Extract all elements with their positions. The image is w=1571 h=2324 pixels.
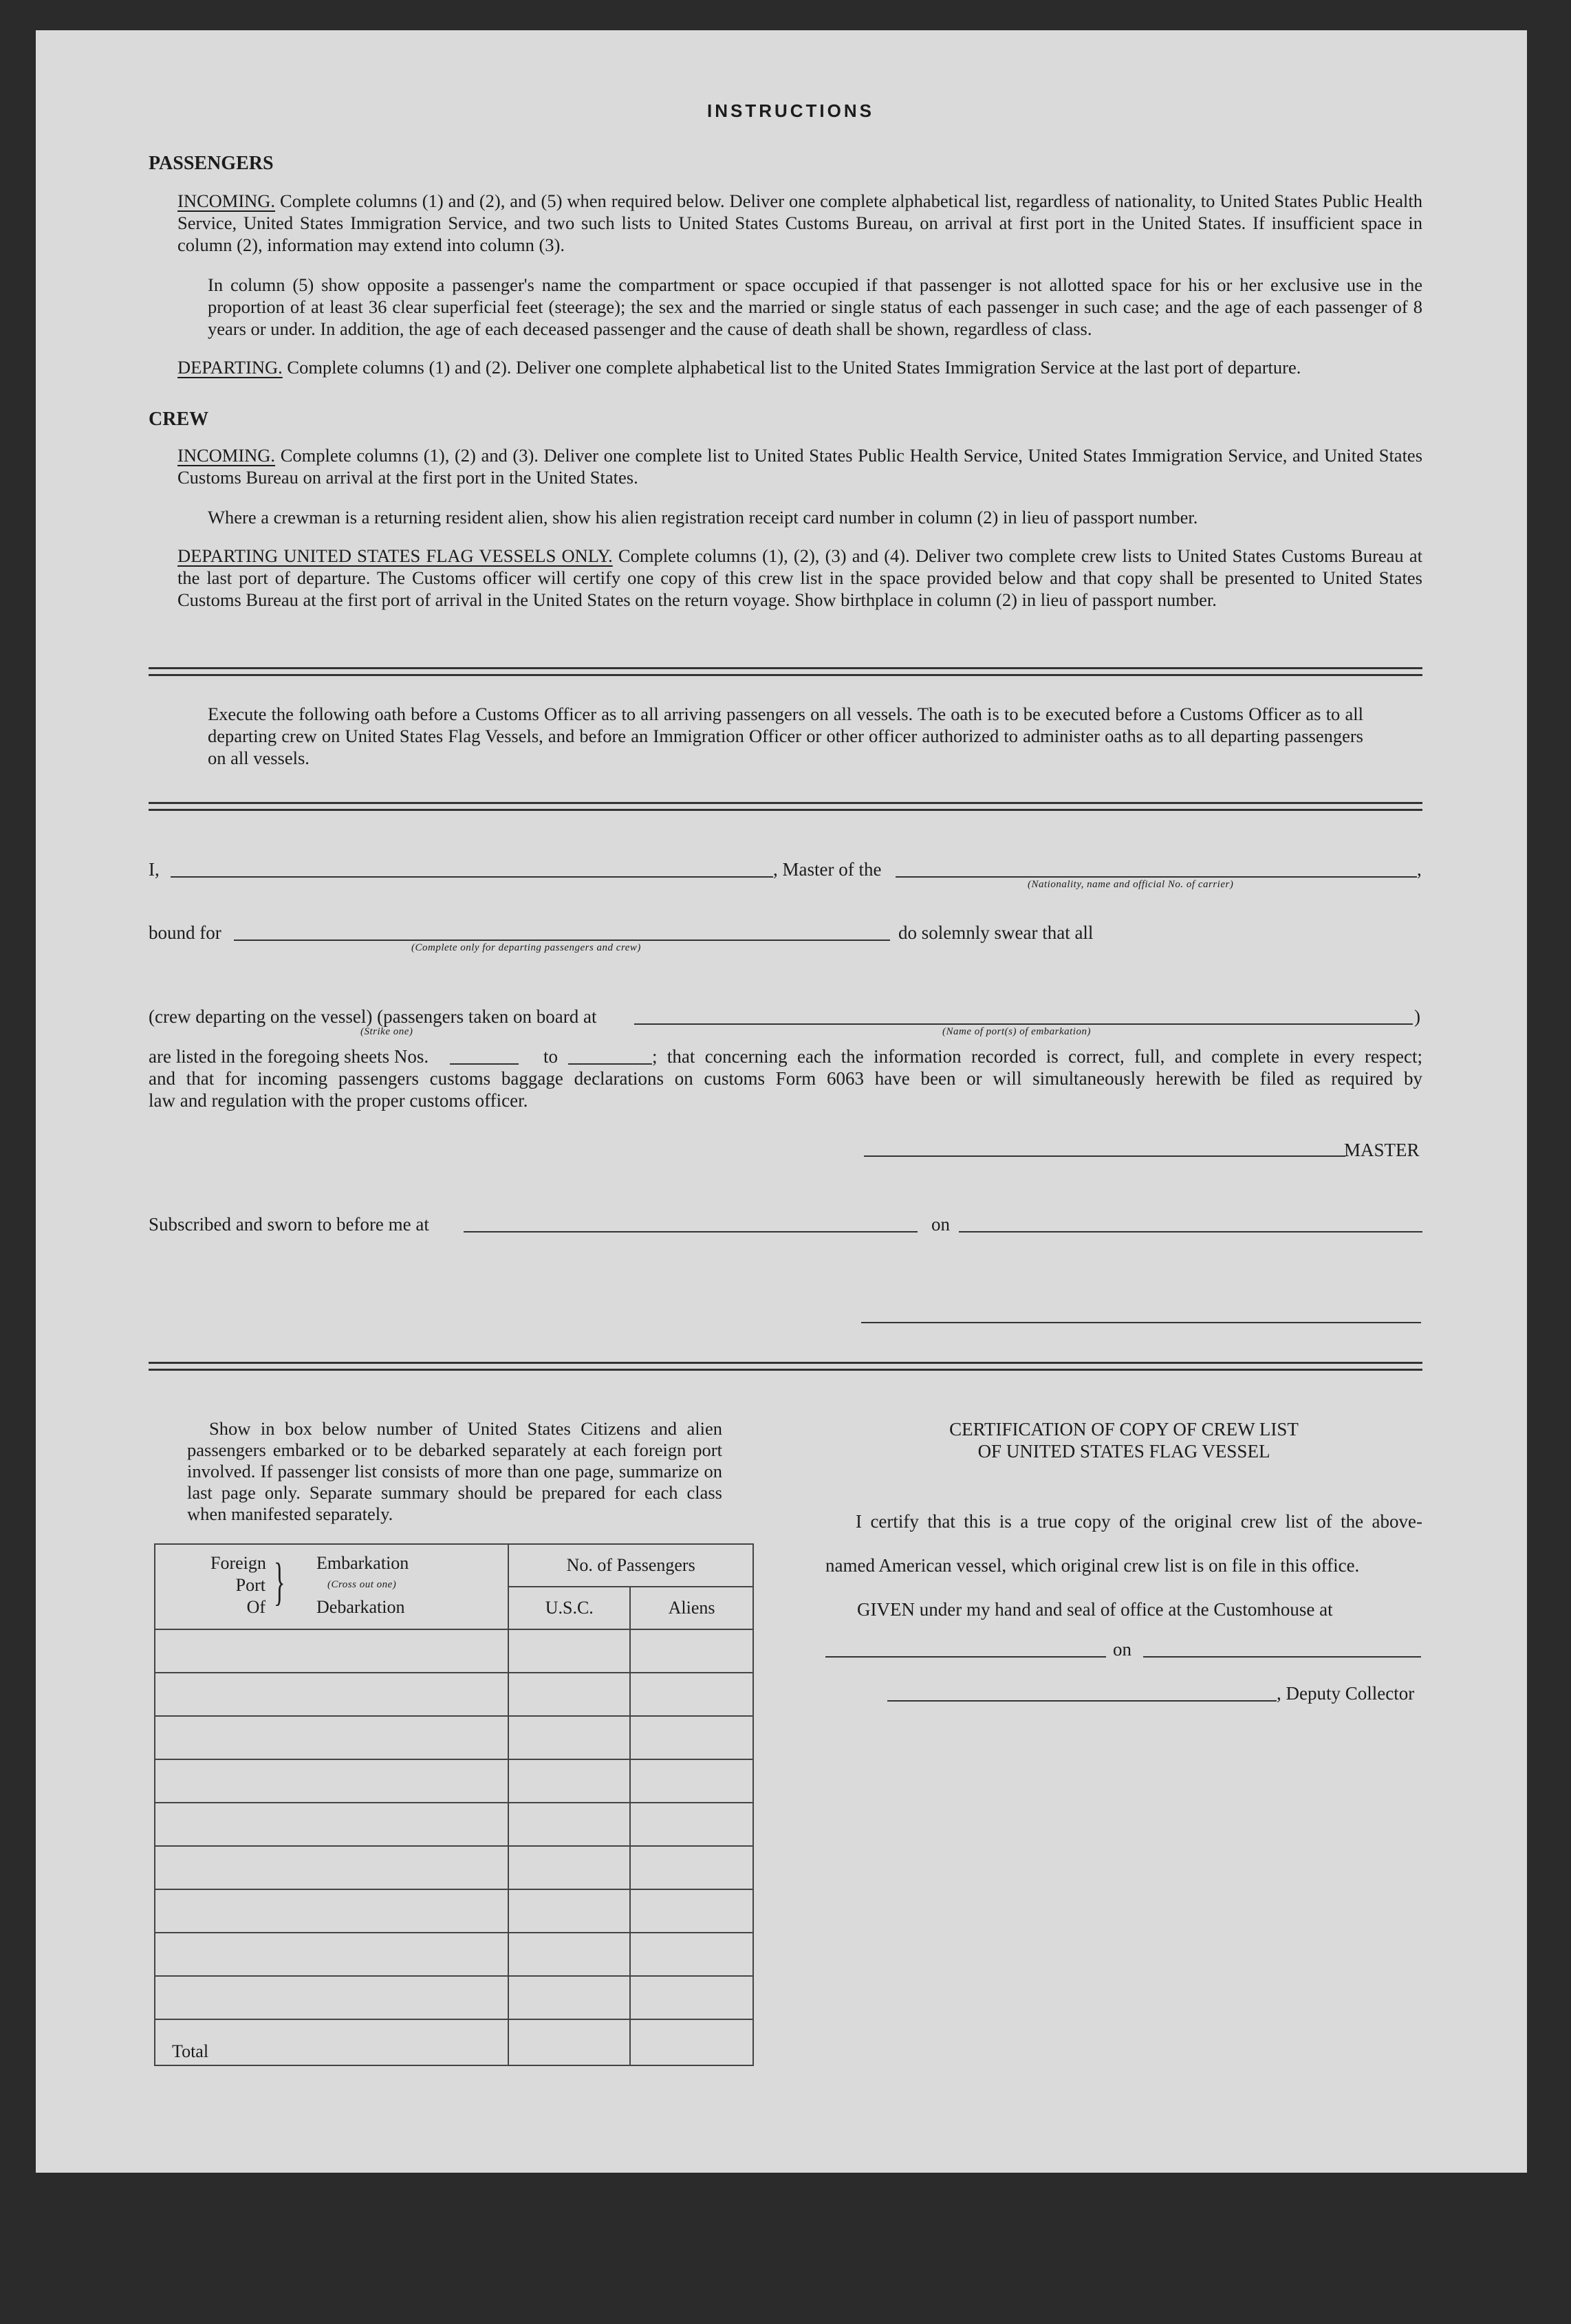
table-row: [155, 1629, 753, 1673]
crew-heading: CREW: [149, 409, 209, 430]
table-row: [155, 1803, 753, 1846]
sworn-date-field[interactable]: [959, 1231, 1422, 1232]
usc-total-cell[interactable]: [508, 2019, 630, 2065]
port-cell[interactable]: [155, 1846, 508, 1889]
customhouse-field[interactable]: [825, 1656, 1106, 1658]
divider-rule: [149, 1369, 1422, 1371]
certification-title-2: OF UNITED STATES FLAG VESSEL: [977, 1441, 1270, 1462]
master-label: MASTER: [1344, 1140, 1420, 1160]
crew-passengers-label: (crew departing on the vessel) (passengers taken on board at: [149, 1006, 597, 1027]
complete-only-caption: (Complete only for departing passengers and crew): [411, 942, 641, 953]
no-passengers-header: No. of Passengers: [508, 1544, 753, 1587]
oath-i-label: I,: [149, 859, 160, 880]
passengers-heading: PASSENGERS: [149, 153, 274, 174]
divider-rule: [149, 802, 1422, 804]
ports-embarkation-field[interactable]: [634, 1023, 1413, 1025]
officer-signature-line[interactable]: [861, 1322, 1421, 1323]
usc-cell[interactable]: [508, 1673, 630, 1716]
port-cell[interactable]: [155, 1933, 508, 1976]
passengers-departing-text: Complete columns (1) and (2). Deliver one complete alphabetical list to the United States Immigration Service at the last port of departure.: [287, 357, 1301, 378]
embarkation-option[interactable]: Embarkation: [316, 1553, 409, 1573]
crew-incoming-para: [177, 444, 1422, 488]
aliens-header: Aliens: [630, 1587, 753, 1629]
usc-cell[interactable]: [508, 1889, 630, 1933]
aliens-cell[interactable]: [630, 1759, 753, 1803]
aliens-cell[interactable]: [630, 1933, 753, 1976]
divider-rule: [149, 674, 1422, 676]
crew-incoming-label: INCOMING.: [177, 445, 276, 466]
divider-rule: [149, 1362, 1422, 1364]
divider-rule: [149, 809, 1422, 811]
listed-line-1: [149, 1045, 429, 1067]
sheet-from-field[interactable]: [450, 1063, 519, 1065]
ports-caption: (Name of port(s) of embarkation): [942, 1026, 1091, 1037]
aliens-total-cell[interactable]: [630, 2019, 753, 2065]
bound-for-field[interactable]: [234, 940, 890, 941]
usc-cell[interactable]: [508, 1933, 630, 1976]
passengers-incoming-para: [177, 190, 1422, 256]
total-label: Total: [155, 2019, 508, 2065]
table-row: [155, 1976, 753, 2019]
deputy-signature-line[interactable]: [887, 1700, 1277, 1702]
port-cell[interactable]: [155, 1629, 508, 1673]
table-header-row: [155, 1544, 753, 1587]
master-name-field[interactable]: [171, 876, 773, 878]
aliens-cell[interactable]: [630, 1846, 753, 1889]
usc-cell[interactable]: [508, 1803, 630, 1846]
table-row: [155, 1673, 753, 1716]
table-row: [155, 1716, 753, 1759]
crew-departing-label: DEPARTING UNITED STATES FLAG VESSELS ONLY.: [177, 545, 613, 566]
cert-date-field[interactable]: [1143, 1656, 1421, 1658]
certification-line-1: I certify that this is a true copy of the original crew list of the above-: [856, 1511, 1422, 1532]
port-cell[interactable]: [155, 1673, 508, 1716]
aliens-cell[interactable]: [630, 1629, 753, 1673]
carrier-field[interactable]: [896, 876, 1417, 878]
aliens-cell[interactable]: [630, 1716, 753, 1759]
table-row: [155, 1759, 753, 1803]
table-row: [155, 1846, 753, 1889]
port-cell[interactable]: [155, 1759, 508, 1803]
certification-line-3: GIVEN under my hand and seal of office at the Customhouse at: [857, 1599, 1333, 1620]
foreign-label: Foreign: [210, 1553, 266, 1573]
passengers-incoming-label: INCOMING.: [177, 191, 276, 211]
usc-cell[interactable]: [508, 1846, 630, 1889]
passengers-column5-para: In column (5) show opposite a passenger's name the compartment or space occupied if that passenger is not allotted space for his or her exclusive use in the proportion of at least 36 clear superficial feet (steerage); the sex and the married or single status of each passenger in such case; and the age of each passenger of 8 years or under. In addition, the age of each deceased passenger and the cause of death shall be shown, regardless of class.: [208, 274, 1422, 339]
listed-text-a: are listed in the foregoing sheets Nos.: [149, 1046, 429, 1067]
sheet-to-field[interactable]: [568, 1063, 652, 1065]
port-cell[interactable]: [155, 1889, 508, 1933]
port-cell[interactable]: [155, 1976, 508, 2019]
passengers-incoming-text: Complete columns (1) and (2), and (5) when required below. Deliver one complete alphabetical list, regardless of nationality, to United States Public Health Service, United States Immigration Service, and two such lists to United States Customs Bureau, on arrival at first port in the United States. If insufficient space in column (2), information may extend into column (3).: [177, 191, 1422, 255]
brace-icon: }: [274, 1553, 285, 1611]
divider-rule: [149, 667, 1422, 669]
aliens-cell[interactable]: [630, 1976, 753, 2019]
aliens-cell[interactable]: [630, 1673, 753, 1716]
summary-instructions: Show in box below number of United States Citizens and alien passengers embarked or to be debarked separately at each foreign port involved. If passenger list consists of more than one page, summarize on last page only. Separate summary should be prepared for each class when manifested separately.: [187, 1418, 722, 1524]
passengers-departing-para: [177, 356, 1422, 378]
usc-header: U.S.C.: [508, 1587, 630, 1629]
strike-one-caption: (Strike one): [360, 1026, 413, 1037]
bound-for-label: bound for: [149, 922, 221, 943]
debarkation-option[interactable]: Debarkation: [316, 1597, 405, 1617]
usc-cell[interactable]: [508, 1629, 630, 1673]
oath-instructions: Execute the following oath before a Customs Officer as to all arriving passengers on all vessels. The oath is to be executed before a Customs Officer as to all departing crew on United States Flag Vessels, and before an Immigration Officer or other officer authorized to administer oaths as to all departing passengers on all vessels.: [208, 704, 1363, 768]
deputy-collector-label: , Deputy Collector: [1277, 1683, 1415, 1704]
certification-line-2: named American vessel, which original crew list is on file in this office.: [825, 1555, 1360, 1576]
crew-departing-para: [177, 545, 1422, 611]
listed-to-label: to: [543, 1046, 559, 1067]
listed-line-2: and that for incoming passengers customs baggage declarations on customs Form 6063 have been or will simultaneously herewith be filed as required by: [149, 1068, 1422, 1089]
passenger-summary-table: [154, 1543, 754, 2066]
aliens-cell[interactable]: [630, 1803, 753, 1846]
port-header-cell: [155, 1544, 508, 1629]
passengers-departing-label: DEPARTING.: [177, 357, 283, 378]
comma-mark: ,: [1417, 859, 1422, 880]
port-label: Port: [235, 1575, 266, 1595]
crew-incoming-text: Complete columns (1), (2) and (3). Deliver one complete list to United States Public Health Service, United States Immigration Service, and United States Customs Bureau on arrival at the first port in the United States.: [177, 445, 1423, 488]
sworn-on-label: on: [931, 1214, 950, 1235]
cert-on-label: on: [1113, 1639, 1131, 1660]
usc-cell[interactable]: [508, 1976, 630, 2019]
certification-title-1: CERTIFICATION OF COPY OF CREW LIST: [949, 1419, 1299, 1440]
table-row: [155, 1933, 753, 1976]
nationality-caption: (Nationality, name and official No. of carrier): [1028, 879, 1234, 890]
subscribed-label: Subscribed and sworn to before me at: [149, 1214, 429, 1235]
table-total-row: [155, 2019, 753, 2065]
usc-cell[interactable]: [508, 1716, 630, 1759]
crew-resident-para: Where a crewman is a returning resident alien, show his alien registration receipt card number in column (2) in lieu of passport number.: [208, 507, 1198, 528]
master-signature-line[interactable]: [864, 1155, 1345, 1157]
port-cell[interactable]: [155, 1803, 508, 1846]
listed-text-b: ; that concerning each the information recorded is correct, full, and complete in every respect;: [652, 1046, 1422, 1067]
aliens-cell[interactable]: [630, 1889, 753, 1933]
page-title: INSTRUCTIONS: [707, 100, 874, 121]
of-label: Of: [246, 1597, 266, 1617]
sworn-place-field[interactable]: [464, 1231, 918, 1232]
solemnly-swear-label: do solemnly swear that all: [898, 922, 1094, 943]
master-of-the-label: , Master of the: [773, 859, 882, 880]
port-cell[interactable]: [155, 1716, 508, 1759]
close-paren: ): [1414, 1006, 1420, 1027]
table-row: [155, 1889, 753, 1933]
crew-departing-text: Complete columns (1), (2), (3) and (4). Deliver two complete crew lists to United States Customs Bureau at the last port of departure. The Customs officer will certify one copy of this crew list in the space provided below and that copy shall be presented to United States Customs Bureau at the first port of arrival in the United States on the return voyage. Show birthplace in column (2) in lieu of passport number.: [177, 545, 1422, 610]
cross-out-caption: (Cross out one): [327, 1579, 397, 1590]
usc-cell[interactable]: [508, 1759, 630, 1803]
listed-line-3: law and regulation with the proper customs officer.: [149, 1090, 528, 1111]
